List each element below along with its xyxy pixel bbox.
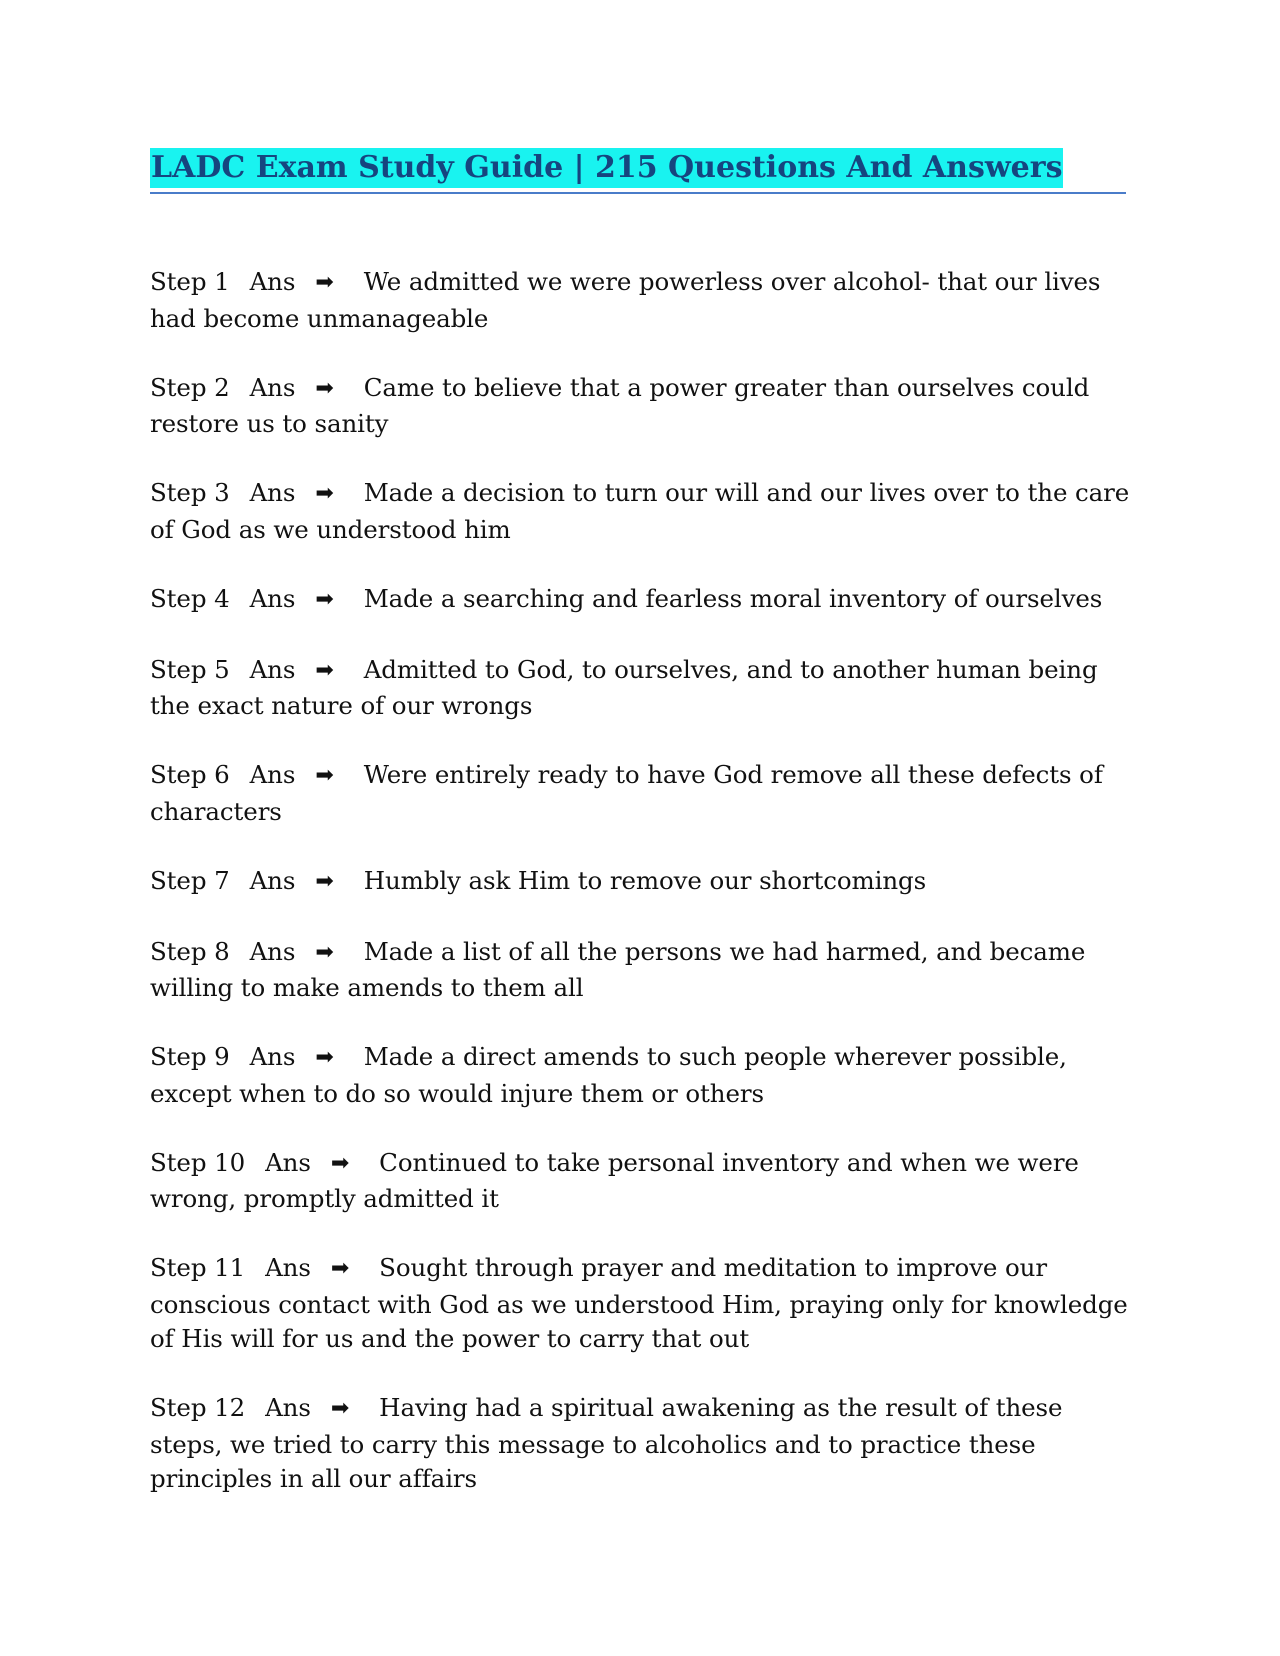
qa-entry	[150, 653, 1130, 724]
qa-term: Step 1	[150, 267, 230, 296]
qa-answer: Made a direct amends to such people wherever possible, except when to do so would injure them or others	[150, 1042, 1067, 1108]
ans-label: Ans	[249, 478, 296, 507]
right-arrow-icon: ➡	[315, 868, 334, 894]
qa-term: Step 3	[150, 478, 230, 507]
right-arrow-icon: ➡	[315, 270, 334, 295]
ans-label: Ans	[249, 267, 296, 296]
qa-term: Step 4	[150, 583, 230, 613]
qa-term: Step 8	[150, 936, 230, 966]
ans-label: Ans	[249, 372, 296, 402]
qa-term: Step 6	[150, 760, 230, 789]
qa-term: Step 2	[150, 372, 230, 402]
qa-entry	[150, 935, 1130, 1006]
qa-term: Step 10	[150, 1147, 246, 1177]
qa-answer: Made a searching and fearless moral inventory of ourselves	[363, 583, 1103, 613]
right-arrow-icon: ➡	[330, 1150, 350, 1176]
qa-entry	[150, 758, 1130, 829]
ans-label: Ans	[265, 1253, 311, 1282]
right-arrow-icon: ➡	[330, 1396, 350, 1421]
qa-answer: Were entirely ready to have God remove all these defects of characters	[150, 760, 1103, 826]
qa-answer: Made a decision to turn our will and our lives over to the care of God as we understood him	[150, 478, 1130, 544]
qa-entry	[150, 1391, 1130, 1497]
qa-term: Step 11	[150, 1253, 246, 1282]
qa-answer: Continued to take personal inventory and when we were wrong, promptly admitted it	[150, 1147, 1079, 1213]
ans-label: Ans	[249, 654, 296, 684]
ans-label: Ans	[249, 583, 296, 613]
qa-term: Step 5	[150, 654, 230, 684]
qa-answer: Sought through prayer and meditation to improve our conscious contact with God as we understood Him, praying only for knowledge of His will for us and the power to carry that out	[150, 1253, 1128, 1353]
qa-term: Step 12	[150, 1393, 246, 1422]
right-arrow-icon: ➡	[315, 763, 334, 788]
ans-label: Ans	[249, 760, 296, 789]
right-arrow-icon: ➡	[315, 939, 334, 965]
qa-term: Step 7	[150, 865, 230, 895]
qa-entry	[150, 371, 1130, 442]
right-arrow-icon: ➡	[315, 586, 334, 612]
ans-label: Ans	[265, 1147, 311, 1177]
qa-answer: Humbly ask Him to remove our shortcomings	[363, 865, 927, 895]
qa-entry	[150, 476, 1130, 547]
qa-entry	[150, 1251, 1130, 1357]
qa-list	[150, 265, 1130, 1531]
qa-entry	[150, 1040, 1130, 1111]
right-arrow-icon: ➡	[315, 375, 334, 401]
qa-answer: We admitted we were powerless over alcohol- that our lives had become unmanageable	[150, 267, 1101, 333]
qa-entry	[150, 1146, 1130, 1217]
qa-answer: Came to believe that a power greater than ourselves could restore us to sanity	[150, 372, 1090, 438]
right-arrow-icon: ➡	[315, 657, 334, 683]
ans-label: Ans	[249, 936, 296, 966]
ans-label: Ans	[249, 865, 296, 895]
right-arrow-icon: ➡	[315, 481, 334, 506]
qa-entry	[150, 265, 1130, 336]
qa-entry	[150, 582, 1130, 619]
ans-label: Ans	[265, 1393, 311, 1422]
qa-entry	[150, 864, 1130, 901]
qa-answer: Having had a spiritual awakening as the result of these steps, we tried to carry this message to alcoholics and to practice these principles in all our affairs	[150, 1393, 1063, 1493]
qa-term: Step 9	[150, 1042, 230, 1071]
qa-answer: Admitted to God, to ourselves, and to another human being the exact nature of our wrongs	[150, 654, 1098, 720]
document-title: LADC Exam Study Guide | 215 Questions And Answers	[150, 148, 1063, 188]
ans-label: Ans	[249, 1042, 296, 1071]
title-block	[150, 148, 1126, 194]
right-arrow-icon: ➡	[315, 1045, 334, 1070]
right-arrow-icon: ➡	[330, 1256, 350, 1281]
qa-answer: Made a list of all the persons we had harmed, and became willing to make amends to them all	[150, 936, 1086, 1002]
